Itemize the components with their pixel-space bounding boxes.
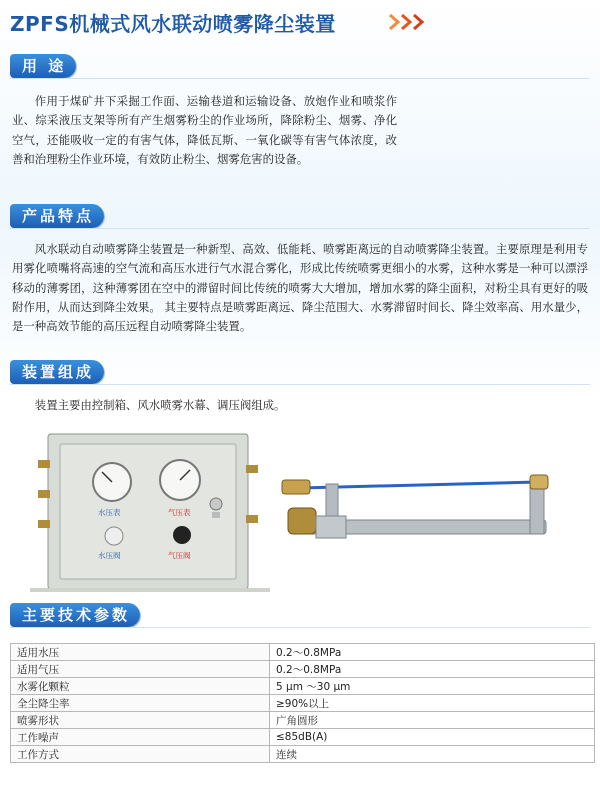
param-name: 适用气压 [11, 661, 270, 678]
param-name: 水雾化颗粒 [11, 678, 270, 695]
table-row [11, 678, 595, 695]
params-section-heading: 主要技术参数 [10, 603, 140, 629]
param-name: 喷雾形状 [11, 712, 270, 729]
param-value: ≤85dB(A) [270, 729, 595, 746]
param-value: 广角圆形 [270, 712, 595, 729]
param-value: 5 μm ～30 μm [270, 678, 595, 695]
param-name: 工作噪声 [11, 729, 270, 746]
usage-section-heading: 用 途 [10, 54, 76, 80]
composition-section-heading: 装置组成 [10, 360, 104, 386]
param-value: 连续 [270, 746, 595, 763]
lock-icon [210, 498, 222, 510]
usage-text: 作用于煤矿井下采掘工作面、运输巷道和运输设备、放炮作业和喷浆作业、综采液压支架等所有产生烟雾粉尘的作业场所，降除粉尘、烟雾、净化空气，还能吸收一定的有害气体，降低瓦斯、一氧化碳等有害气体浓度，改善和治理粉尘作业环境，有效防止粉尘、烟雾危害的设备。 [12, 94, 397, 166]
air-valve-label: 气压阀 [168, 551, 191, 560]
table-row [11, 661, 595, 678]
water-valve-icon [105, 527, 123, 545]
param-value: 0.2～0.8MPa [270, 661, 595, 678]
chevron-arrows-icon [388, 12, 448, 32]
control-box [30, 434, 270, 592]
param-name: 全尘降尘率 [11, 695, 270, 712]
features-section-heading: 产品特点 [10, 204, 104, 230]
table-row [11, 695, 595, 712]
composition-text: 装置主要由控制箱、风水喷雾水幕、调压阀组成。 [34, 398, 286, 412]
air-valve-icon [173, 526, 191, 544]
param-value: 0.2～0.8MPa [270, 644, 595, 661]
features-text: 风水联动自动喷雾降尘装置是一种新型、高效、低能耗、喷雾距离远的自动喷雾降尘装置。主要原理是利用专用雾化喷嘴将高速的空气流和高压水进行气水混合雾化，形成比传统喷雾更细小的水雾，这种水雾是一种可以漂浮移动的薄雾团，这种薄雾团在空中的滞留时间比传统的喷雾大大增加，增加水雾的降尘面积，对粉尘具有更好的吸附作用，从而达到降尘效果。 其主要特点是喷雾距离远、降尘范围大、水雾滞留时间长、降尘效率高、用水量少，是一种高效节能的高压远程自动喷雾降尘装置。 [12, 242, 588, 334]
param-name: 适用水压 [11, 644, 270, 661]
device-photo [30, 420, 570, 595]
param-value: ≥90%以上 [270, 695, 595, 712]
params-table [10, 643, 595, 763]
water-valve-label: 水压阀 [98, 551, 121, 560]
table-row [11, 729, 595, 746]
spray-curtain [282, 475, 548, 538]
table-row [11, 644, 595, 661]
param-name: 工作方式 [11, 746, 270, 763]
page-title: ZPFS机械式风水联动喷雾降尘装置 [10, 12, 336, 36]
air-gauge-label: 气压表 [168, 508, 191, 517]
table-row [11, 746, 595, 763]
water-gauge-label: 水压表 [98, 508, 121, 517]
table-row [11, 712, 595, 729]
